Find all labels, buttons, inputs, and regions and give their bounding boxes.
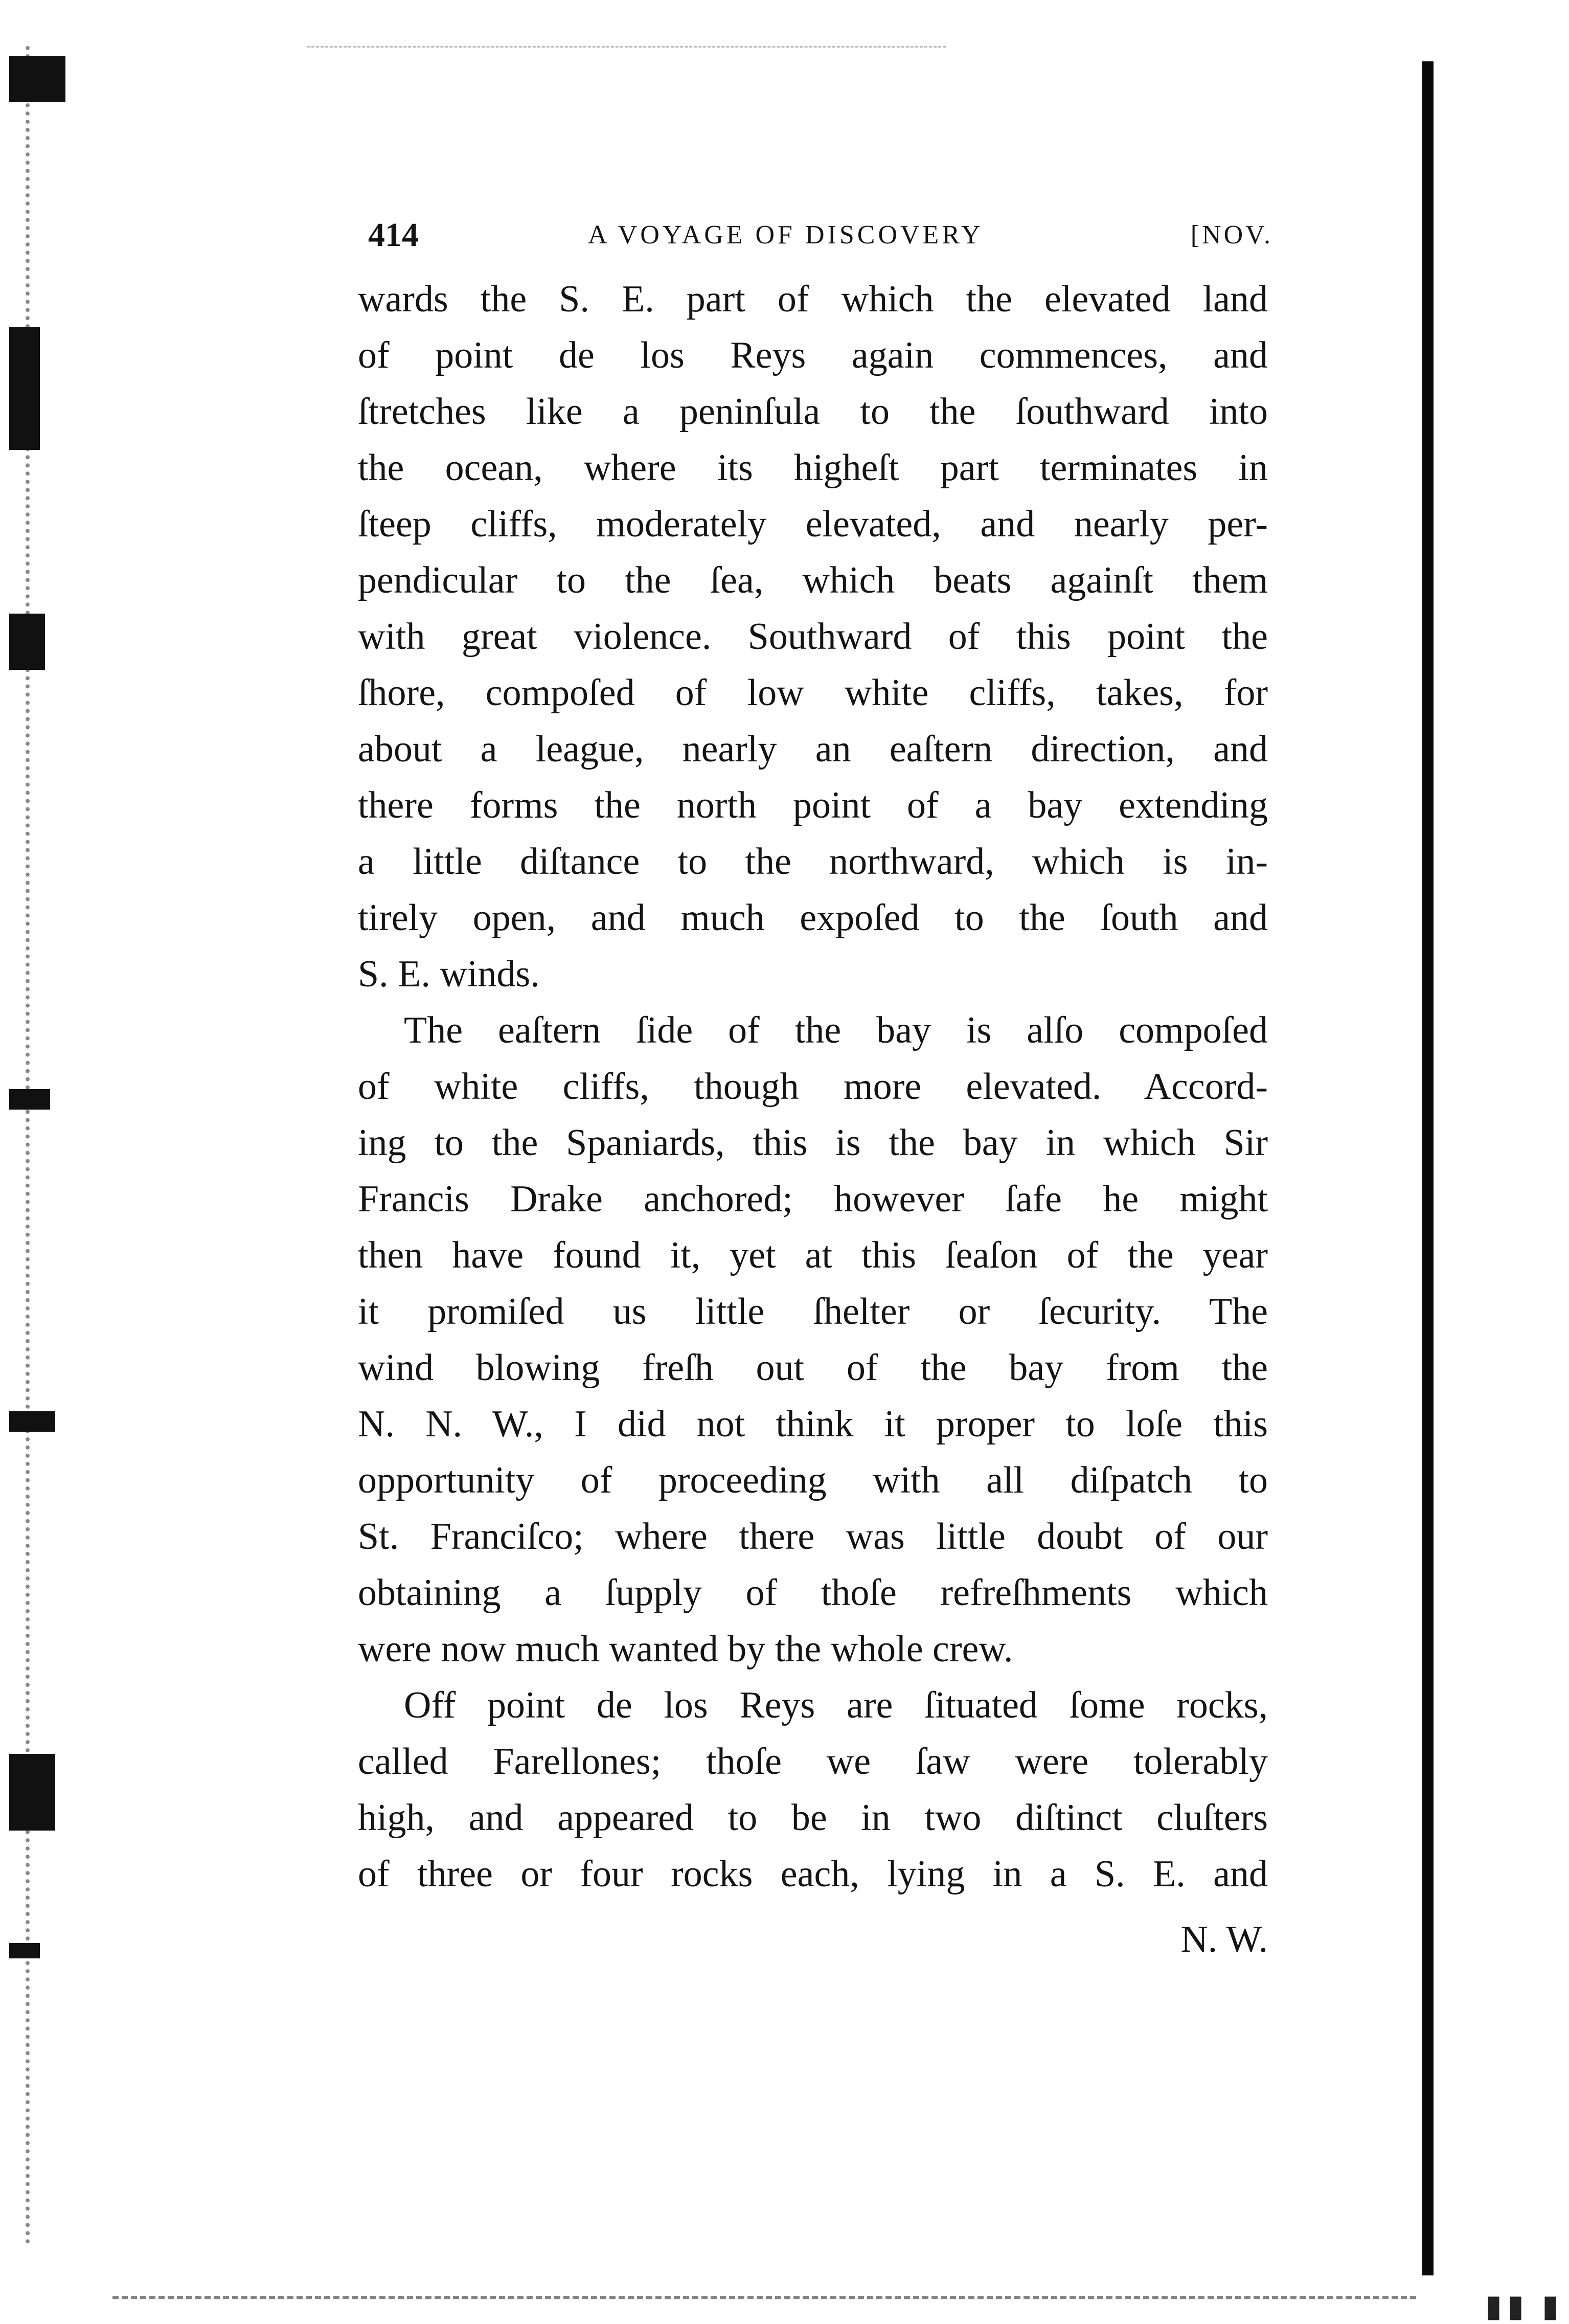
text-line: then have found it, yet at this ſeaſon of the year — [358, 1234, 1268, 1276]
paragraph — [358, 271, 1268, 1002]
scan-top-edge — [307, 46, 946, 49]
text-line: a little diſtance to the northward, which is in- — [358, 841, 1268, 883]
paragraph — [358, 1677, 1268, 1902]
text-line: were now much wanted by the whole crew. — [358, 1628, 1013, 1670]
running-title: A VOYAGE OF DISCOVERY — [588, 220, 984, 250]
body-text — [358, 271, 1268, 1902]
text-line: Off point de los Reys are ſituated ſome rocks, — [404, 1684, 1268, 1726]
paragraph — [358, 1002, 1268, 1677]
text-line: opportunity of proceeding with all diſpatch to — [358, 1459, 1268, 1501]
text-line: with great violence. Southward of this point the — [358, 616, 1268, 658]
text-line: N. N. W., I did not think it proper to loſe this — [358, 1403, 1268, 1445]
text-line: of point de los Reys again commences, and — [358, 334, 1268, 376]
scan-corner-mark: ▮▮ ▮ — [1485, 2289, 1564, 2323]
text-line: pendicular to the ſea, which beats againſt them — [358, 559, 1268, 601]
text-line: St. Franciſco; where there was little doubt of our — [358, 1516, 1268, 1558]
text-line: wind blowing freſh out of the bay from the — [358, 1347, 1268, 1389]
scan-bottom-edge — [112, 2296, 1416, 2302]
text-line: about a league, nearly an eaſtern direction, and — [358, 728, 1268, 770]
text-line: ing to the Spaniards, this is the bay in which Sir — [358, 1122, 1268, 1164]
text-line: tirely open, and much expoſed to the ſouth and — [358, 897, 1268, 939]
scan-right-edge — [1422, 61, 1434, 2275]
catchword: N. W. — [1180, 1919, 1268, 1960]
running-head — [368, 210, 1273, 266]
text-line: high, and appeared to be in two diſtinct cluſters — [358, 1797, 1268, 1839]
text-line: wards the S. E. part of which the elevated land — [358, 278, 1268, 320]
text-line: of three or four rocks each, lying in a S. E. and — [358, 1853, 1268, 1895]
text-line: it promiſed us little ſhelter or ſecurity. The — [358, 1291, 1268, 1333]
text-line: ſhore, compoſed of low white cliffs, takes, for — [358, 672, 1268, 714]
text-line: S. E. winds. — [358, 953, 540, 995]
text-line: The eaſtern ſide of the bay is alſo compoſed — [404, 1009, 1268, 1051]
running-date-tag: [NOV. — [1190, 220, 1273, 250]
text-line: the ocean, where its higheſt part terminates in — [358, 447, 1268, 489]
text-line: obtaining a ſupply of thoſe refreſhments which — [358, 1572, 1268, 1614]
text-line: called Farellones; thoſe we ſaw were tolerably — [358, 1741, 1268, 1783]
text-line: ſteep cliffs, moderately elevated, and nearly per- — [358, 503, 1268, 545]
text-line: of white cliffs, though more elevated. Accord- — [358, 1066, 1268, 1108]
text-line: there forms the north point of a bay extending — [358, 784, 1268, 826]
text-line: Francis Drake anchored; however ſafe he might — [358, 1178, 1268, 1220]
text-line: ſtretches like a peninſula to the ſouthward into — [358, 391, 1268, 433]
page-number: 414 — [368, 216, 419, 254]
